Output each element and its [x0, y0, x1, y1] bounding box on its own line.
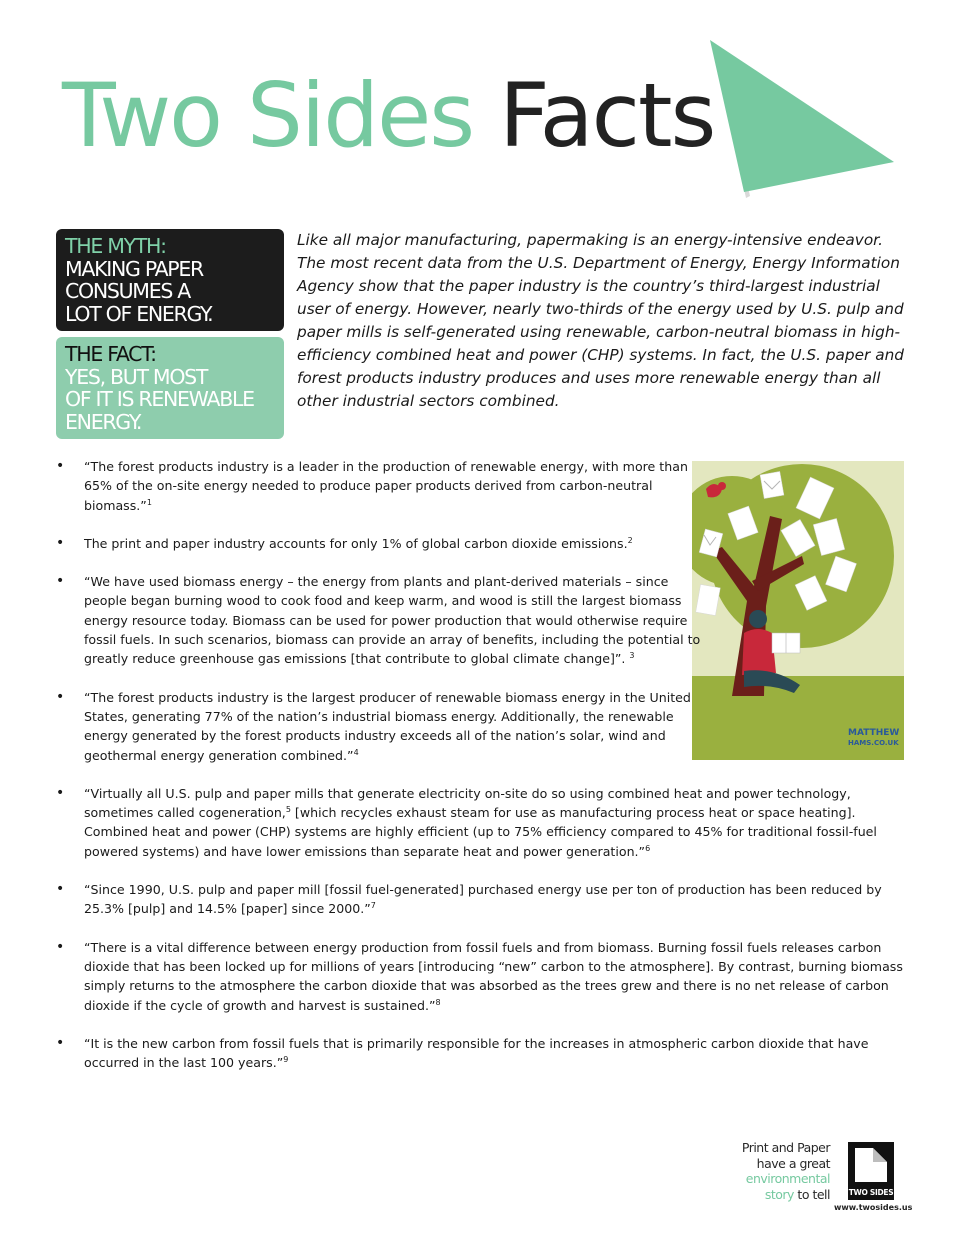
- fact-text: “Since 1990, U.S. pulp and paper mill [fossil fuel-generated] purchased energy use per ton of production has been reduced by 25.3% [pulp] and 14.5% [paper] since 2000.”: [84, 882, 882, 917]
- intro-paragraph: Like all major manufacturing, papermaking is an energy-intensive endeavor. The most recent data from the U.S. Department of Energy, Energy Information Agency show that the paper industry is the country’s third-largest industrial user of energy. However, nearly two-thirds of the energy used by U.S. pulp and paper mills is self-generated using renewable, carbon-neutral biomass in high-efficiency combined heat and power (CHP) systems. In fact, the U.S. paper and forest products industry produces and uses more renewable energy than all other industrial sectors combined.: [297, 231, 904, 410]
- fact-text: “The forest products industry is a leader in the production of renewable energy, with more than 65% of the on-site energy needed to produce paper products derived from carbon-neutral biomass.”: [84, 459, 688, 513]
- bullet-icon: •: [56, 688, 65, 705]
- list-item: [56, 572, 704, 668]
- illustration-credit-url: HAMS.CO.UK: [848, 739, 899, 747]
- bullet-icon: •: [56, 458, 65, 474]
- fact-text: “It is the new carbon from fossil fuels that is primarily responsible for the increases in atmospheric carbon dioxide that have occurred in the last 100 years.”: [84, 1035, 869, 1071]
- footer-url: www.twosides.us: [834, 1203, 913, 1212]
- myth-line: MAKING PAPER: [65, 256, 203, 281]
- list-item: [56, 784, 906, 861]
- fact-line: OF IT IS RENEWABLE: [65, 387, 254, 411]
- list-item: [56, 880, 906, 919]
- title-facts: Facts: [499, 64, 715, 167]
- myth-heading: THE MYTH:: [65, 234, 166, 258]
- fact-heading: THE FACT:: [65, 342, 156, 366]
- bullet-icon: •: [56, 881, 65, 898]
- tagline-line: have a great: [756, 1155, 830, 1171]
- fact-text: “There is a vital difference between energy production from fossil fuels and from biomass. Burning fossil fuels releases carbon dioxide that has been locked up for millions of years [introducing “new” carbon to the atmosphere]. By contrast, burning biomass simply returns to the atmosphere the carbon dioxide that was absorbed as the trees grew and there is no net release of carbon dioxide if the cycle of growth and harvest is sustained.”: [84, 939, 903, 1013]
- fact-text: “Virtually all U.S. pulp and paper mills that generate electricity on-site do so using combined heat and power technology, sometimes called cogeneration,: [84, 785, 851, 821]
- page-title: [62, 64, 715, 167]
- tagline-word: to tell: [793, 1186, 830, 1202]
- footnote-ref: 4: [353, 747, 359, 757]
- footnote-ref: 7: [370, 901, 376, 911]
- list-item: [56, 534, 704, 553]
- bullet-icon: •: [56, 784, 65, 801]
- triangle-graphic: [706, 40, 896, 200]
- myth-line: CONSUMES A: [65, 279, 190, 303]
- list-item: [56, 1034, 906, 1073]
- two-sides-logo: [848, 1142, 894, 1200]
- tagline-line: environmental: [745, 1171, 830, 1186]
- footer-tagline: [700, 1140, 830, 1202]
- list-item: [56, 688, 704, 765]
- fact-line: YES, BUT MOST: [65, 364, 208, 389]
- title-two-sides: Two Sides: [62, 64, 474, 167]
- fact-text: “We have used biomass energy – the energy from plants and plant-derived materials – since people began burning wood to cook food and keep warm, and wood is still the largest biomass energy resource today. Biomass can be used for power production that would otherwise require fossil fuels. In such scenarios, biomass can provide an array of benefits, including the potential to greatly reduce greenhouse gas emissions [that contribute to global climate change]”.: [84, 574, 701, 667]
- list-item: [56, 457, 704, 515]
- folded-page-icon: [853, 1146, 889, 1184]
- facts-list: [56, 457, 906, 1091]
- fact-text: The print and paper industry accounts for only 1% of global carbon dioxide emissions.: [84, 535, 628, 551]
- fact-text: “The forest products industry is the largest producer of renewable biomass energy in the United States, generating 77% of the nation’s industrial biomass energy. Additionally, the renewable energy generated by the forest products industry exceeds all of the nation’s solar, wind and geothermal energy generation combined.”: [84, 689, 691, 763]
- tagline-line: Print and Paper: [741, 1140, 830, 1155]
- tagline-word: story: [764, 1186, 794, 1202]
- footnote-ref: 2: [627, 535, 633, 545]
- footnote-ref: 6: [645, 843, 651, 853]
- bullet-icon: •: [56, 573, 65, 590]
- footnote-ref: 8: [435, 997, 441, 1007]
- footnote-ref: 5: [285, 804, 291, 814]
- myth-line: LOT OF ENERGY.: [65, 301, 213, 326]
- footnote-ref: 1: [146, 497, 152, 507]
- fact-line: ENERGY.: [65, 409, 142, 434]
- myth-box: [56, 229, 284, 331]
- bullet-icon: •: [56, 1034, 65, 1051]
- list-item: [56, 938, 906, 1015]
- fact-text: [which recycles exhaust steam for use as manufacturing process heat or space heating]. Combined heat and power (CHP) systems are highly efficient (up to 75% efficiency compared to 45% for traditional fossil-fuel powered systems) and have lower emissions than separate heat and power generation.”: [84, 805, 877, 859]
- footnote-ref: 3: [629, 651, 635, 661]
- illustration-credit: MATTHEW: [848, 728, 900, 738]
- logo-text: TWO SIDES: [848, 1188, 894, 1197]
- footnote-ref: 9: [283, 1054, 289, 1064]
- bullet-icon: •: [56, 938, 65, 955]
- bullet-icon: •: [56, 534, 65, 551]
- fact-box: [56, 337, 284, 439]
